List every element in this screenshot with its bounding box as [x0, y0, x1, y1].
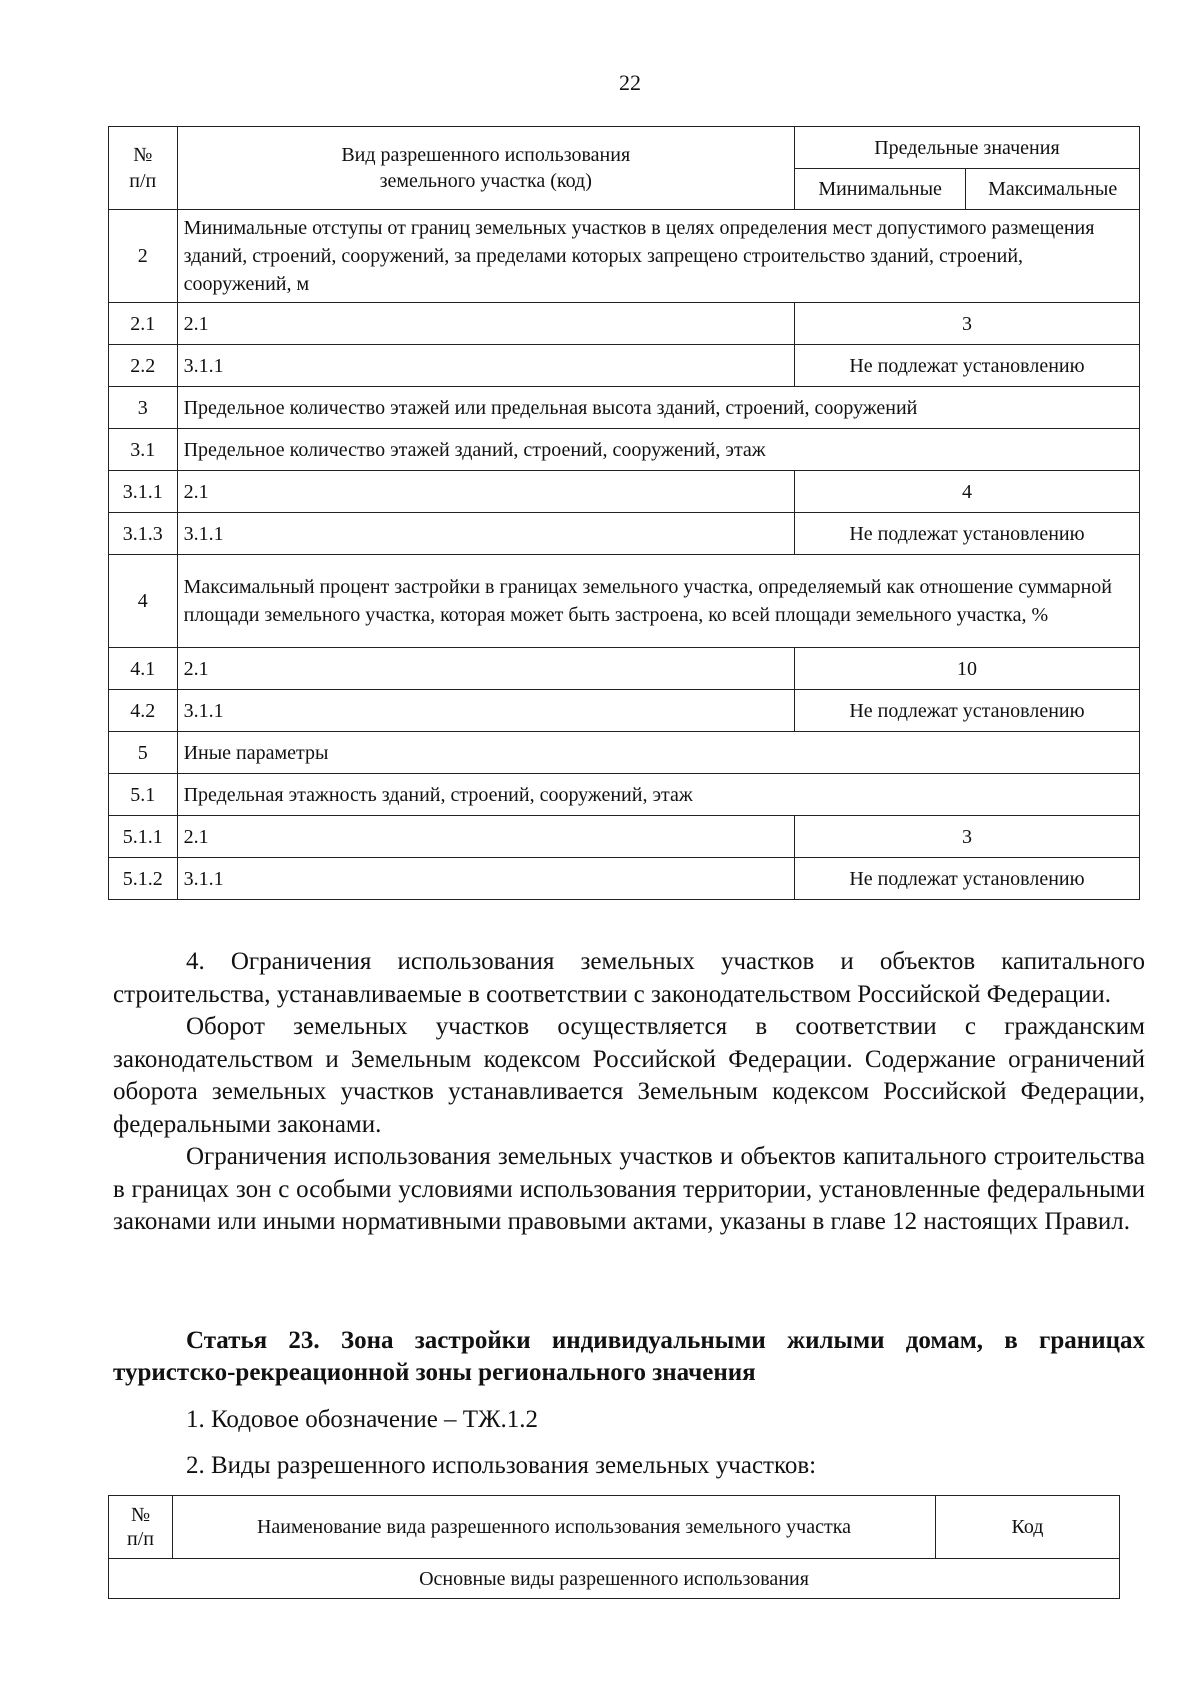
row-description: Предельное количество этажей зданий, строений, сооружений, этаж	[177, 429, 1139, 471]
row-use-code: 3.1.1	[177, 690, 794, 732]
table-row	[109, 513, 1140, 555]
code-designation-item: 1. Кодовое обозначение – ТЖ.1.2	[186, 1406, 538, 1433]
restrictions-section	[113, 946, 1145, 1239]
row-number: 3.1	[109, 429, 178, 471]
use-types-item: 2. Виды разрешенного использования земельных участков:	[186, 1452, 817, 1479]
row-limit-value: Не подлежат установлению	[794, 858, 1139, 900]
table-row	[109, 648, 1140, 690]
row-number: 5.1.1	[109, 816, 178, 858]
permitted-uses-table	[108, 1495, 1120, 1599]
row-description: Максимальный процент застройки в границах земельного участка, определяемый как отношение суммарной площади земельного участка, которая может быть застроена, ко всей площади земельного участка, %	[177, 555, 1139, 648]
table-row	[109, 555, 1140, 648]
row-limit-value: Не подлежат установлению	[794, 513, 1139, 555]
row-use-code: 2.1	[177, 816, 794, 858]
table-row	[109, 429, 1140, 471]
row-description: Минимальные отступы от границ земельных участков в целях определения мест допустимого размещения зданий, строений, сооружений, за пределами которых запрещено строительство зданий, строений, сооружений, м	[177, 210, 1139, 303]
row-limit-value: 4	[794, 471, 1139, 513]
uses-header-code: Код	[936, 1496, 1120, 1559]
restrictions-paragraph-3: Ограничения использования земельных участков и объектов капитального строительства в границах зон с особыми условиями использования территории, установленные федеральными законами или иными нормативными правовыми актами, указаны в главе 12 настоящих Правил.	[113, 1143, 1145, 1235]
table-row	[109, 816, 1140, 858]
row-use-code: 3.1.1	[177, 345, 794, 387]
row-number: 2.2	[109, 345, 178, 387]
row-limit-value: 3	[794, 303, 1139, 345]
table-row	[109, 471, 1140, 513]
row-description: Предельная этажность зданий, строений, сооружений, этаж	[177, 774, 1139, 816]
row-limit-value: Не подлежат установлению	[794, 345, 1139, 387]
row-limit-value: 10	[794, 648, 1139, 690]
restrictions-paragraph-1: 4. Ограничения использования земельных участков и объектов капитального строительства, устанавливаемые в соответствии с законодательством Российской Федерации.	[113, 948, 1145, 1008]
row-use-code: 2.1	[177, 471, 794, 513]
row-limit-value: 3	[794, 816, 1139, 858]
row-limit-value: Не подлежат установлению	[794, 690, 1139, 732]
uses-header-name: Наименование вида разрешенного использования земельного участка	[173, 1496, 936, 1559]
row-number: 5.1	[109, 774, 178, 816]
row-use-code: 3.1.1	[177, 858, 794, 900]
row-number: 3.1.3	[109, 513, 178, 555]
uses-section-main: Основные виды разрешенного использования	[109, 1559, 1120, 1599]
table-row	[109, 858, 1140, 900]
row-number: 4.2	[109, 690, 178, 732]
table-row	[109, 690, 1140, 732]
row-use-code: 3.1.1	[177, 513, 794, 555]
uses-header-number: № п/п	[109, 1496, 173, 1559]
row-number: 5	[109, 732, 178, 774]
table-row	[109, 345, 1140, 387]
table-row	[109, 210, 1140, 303]
header-number: № п/п	[109, 127, 178, 210]
land-parameters-table	[108, 126, 1140, 900]
row-number: 4	[109, 555, 178, 648]
row-number: 2	[109, 210, 178, 303]
table-row	[109, 774, 1140, 816]
header-limit-values: Предельные значения	[794, 127, 1139, 169]
row-number: 5.1.2	[109, 858, 178, 900]
restrictions-paragraph-2: Оборот земельных участков осуществляется в соответствии с гражданским законодательством и Земельным кодексом Российской Федерации. Содержание ограничений оборота земельных участков устанавливается Земельным кодексом Российской Федерации, федеральными законами.	[113, 1013, 1145, 1138]
row-number: 2.1	[109, 303, 178, 345]
row-description: Предельное количество этажей или предельная высота зданий, строений, сооружений	[177, 387, 1139, 429]
row-use-code: 2.1	[177, 648, 794, 690]
row-number: 3.1.1	[109, 471, 178, 513]
table-row	[109, 303, 1140, 345]
header-use-type: Вид разрешенного использования земельного участка (код)	[177, 127, 794, 210]
row-use-code: 2.1	[177, 303, 794, 345]
row-number: 3	[109, 387, 178, 429]
row-number: 4.1	[109, 648, 178, 690]
article-heading: Статья 23. Зона застройки индивидуальными жилыми домам, в границах туристско-рекреационной зоны регионального значения	[113, 1327, 1145, 1386]
header-min: Минимальные	[794, 169, 965, 210]
page-number: 22	[619, 70, 641, 95]
row-description: Иные параметры	[177, 732, 1139, 774]
header-max: Максимальные	[966, 169, 1140, 210]
table-row	[109, 387, 1140, 429]
table-row	[109, 732, 1140, 774]
